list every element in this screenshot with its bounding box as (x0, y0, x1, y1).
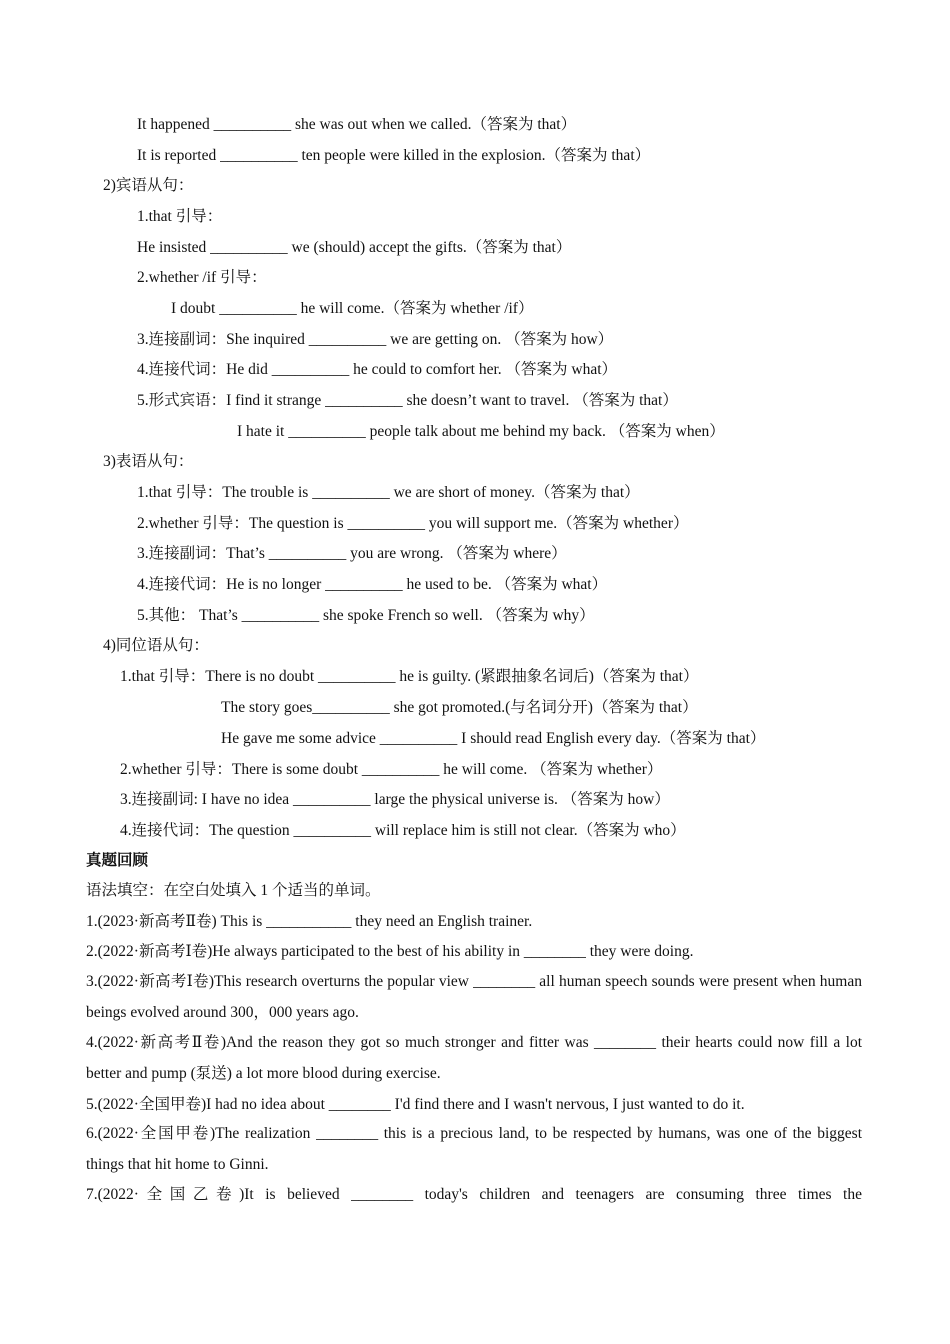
appositive-clause-line: The story goes__________ she got promoted.(与名词分开)（答案为 that） (221, 699, 698, 716)
object-clause-line: 4.连接代词：He did __________ he could to comfort her. （答案为 what） (137, 361, 618, 378)
review-question-7: 7.(2022·全国乙卷)It is believed ________ today's children and teenagers are consuming three times the (86, 1186, 862, 1203)
predicative-clause-line: 3.连接副词：That’s __________ you are wrong. （答案为 where） (137, 545, 567, 562)
appositive-clause-line: He gave me some advice __________ I should read English every day.（答案为 that） (221, 730, 766, 747)
subject-clause-example-2: It is reported __________ ten people were killed in the explosion.（答案为 that） (137, 147, 651, 164)
object-clause-line: 5.形式宾语：I find it strange __________ she doesn’t want to travel. （答案为 that） (137, 392, 678, 409)
object-clause-line: 1.that 引导： (137, 208, 223, 225)
review-question-6: 6.(2022·全国甲卷)The realization ________ this is a precious land, to be respected by humans, was one of the biggest things that hit home to Ginni. (86, 1125, 862, 1173)
subject-clause-example-1: It happened __________ she was out when we called.（答案为 that） (137, 116, 577, 133)
review-question-4: 4.(2022·新高考Ⅱ卷)And the reason they got so much stronger and fitter was ________ their hearts could now fill a lot better and pump (泵送) a lot more blood during exercise. (86, 1034, 862, 1082)
review-title: 真题回顾 (86, 852, 149, 869)
appositive-clause-heading: 4)同位语从句： (103, 637, 209, 654)
predicative-clause-line: 1.that 引导：The trouble is __________ we are short of money.（答案为 that） (137, 484, 640, 501)
review-question-2: 2.(2022·新高考Ⅰ卷)He always participated to the best of his ability in ________ they were doing. (86, 943, 694, 960)
review-question-1: 1.(2023·新高考Ⅱ卷) This is ___________ they need an English trainer. (86, 913, 533, 930)
predicative-clause-line: 4.连接代词：He is no longer __________ he used to be. （答案为 what） (137, 576, 608, 593)
predicative-clause-heading: 3)表语从句： (103, 453, 194, 470)
review-question-3: 3.(2022·新高考Ⅰ卷)This research overturns the popular view ________ all human speech sounds were present when human beings evolved around 300，000 years ago. (86, 973, 862, 1021)
appositive-clause-line: 2.whether 引导：There is some doubt __________ he will come. （答案为 whether） (120, 761, 663, 778)
predicative-clause-line: 2.whether 引导：The question is __________ you will support me.（答案为 whether） (137, 515, 689, 532)
appositive-clause-line: 4.连接代词：The question __________ will replace him is still not clear.（答案为 who） (120, 822, 686, 839)
review-question-5: 5.(2022·全国甲卷)I had no idea about ________ I'd find there and I wasn't nervous, I just wanted to do it. (86, 1096, 745, 1113)
appositive-clause-line: 3.连接副词: I have no idea __________ large the physical universe is. （答案为 how） (120, 791, 670, 808)
predicative-clause-line: 5.其他： That’s __________ she spoke French so well. （答案为 why） (137, 607, 595, 624)
object-clause-line: I hate it __________ people talk about me behind my back. （答案为 when） (237, 423, 725, 440)
object-clause-line: 3.连接副词：She inquired __________ we are getting on. （答案为 how） (137, 331, 614, 348)
object-clause-line: I doubt __________ he will come.（答案为 whether /if） (171, 300, 534, 317)
object-clause-heading: 2)宾语从句： (103, 177, 194, 194)
appositive-clause-line: 1.that 引导：There is no doubt __________ he is guilty. (紧跟抽象名词后)（答案为 that） (120, 668, 699, 685)
review-instruction: 语法填空：在空白处填入 1 个适当的单词。 (86, 882, 381, 899)
object-clause-line: He insisted __________ we (should) accept the gifts.（答案为 that） (137, 239, 572, 256)
object-clause-line: 2.whether /if 引导： (137, 269, 267, 286)
